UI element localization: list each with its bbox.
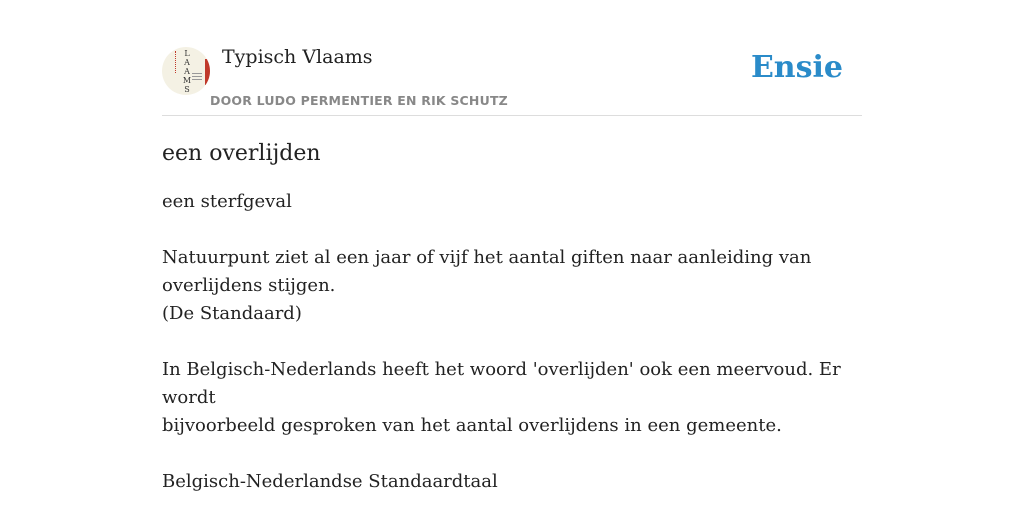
- entry-definition: een sterfgeval: [162, 191, 292, 212]
- blog-authors: DOOR LUDO PERMENTIER EN RIK SCHUTZ: [210, 93, 508, 108]
- entry-explanation: [162, 356, 862, 440]
- entry-title: een overlijden: [162, 141, 321, 166]
- logo-text-lines: [192, 73, 202, 82]
- entry-category: Belgisch-Nederlandse Standaardtaal: [162, 471, 498, 492]
- blog-logo[interactable]: [162, 47, 210, 95]
- page-container: [162, 0, 862, 492]
- explanation-line-2: bijvoorbeeld gesproken van het aantal overlijdens in een gemeente.: [162, 415, 782, 436]
- logo-accent-dots: [175, 51, 178, 73]
- blog-header: [162, 0, 862, 116]
- example-line-1: Natuurpunt ziet al een jaar of vijf het aantal giften naar aanleiding van: [162, 247, 812, 268]
- entry-example: [162, 244, 862, 328]
- example-source: (De Standaard): [162, 303, 302, 324]
- ensie-brand-logo[interactable]: Ensie: [750, 50, 843, 85]
- logo-accent-bar: [205, 59, 210, 85]
- entry-content: [162, 138, 862, 496]
- explanation-line-1: In Belgisch-Nederlands heeft het woord 'overlijden' ook een meervoud. Er wordt: [162, 359, 841, 408]
- example-line-2: overlijdens stijgen.: [162, 275, 336, 296]
- blog-title-link[interactable]: Typisch Vlaams: [222, 46, 373, 68]
- logo-letters: L A A M S: [182, 49, 192, 94]
